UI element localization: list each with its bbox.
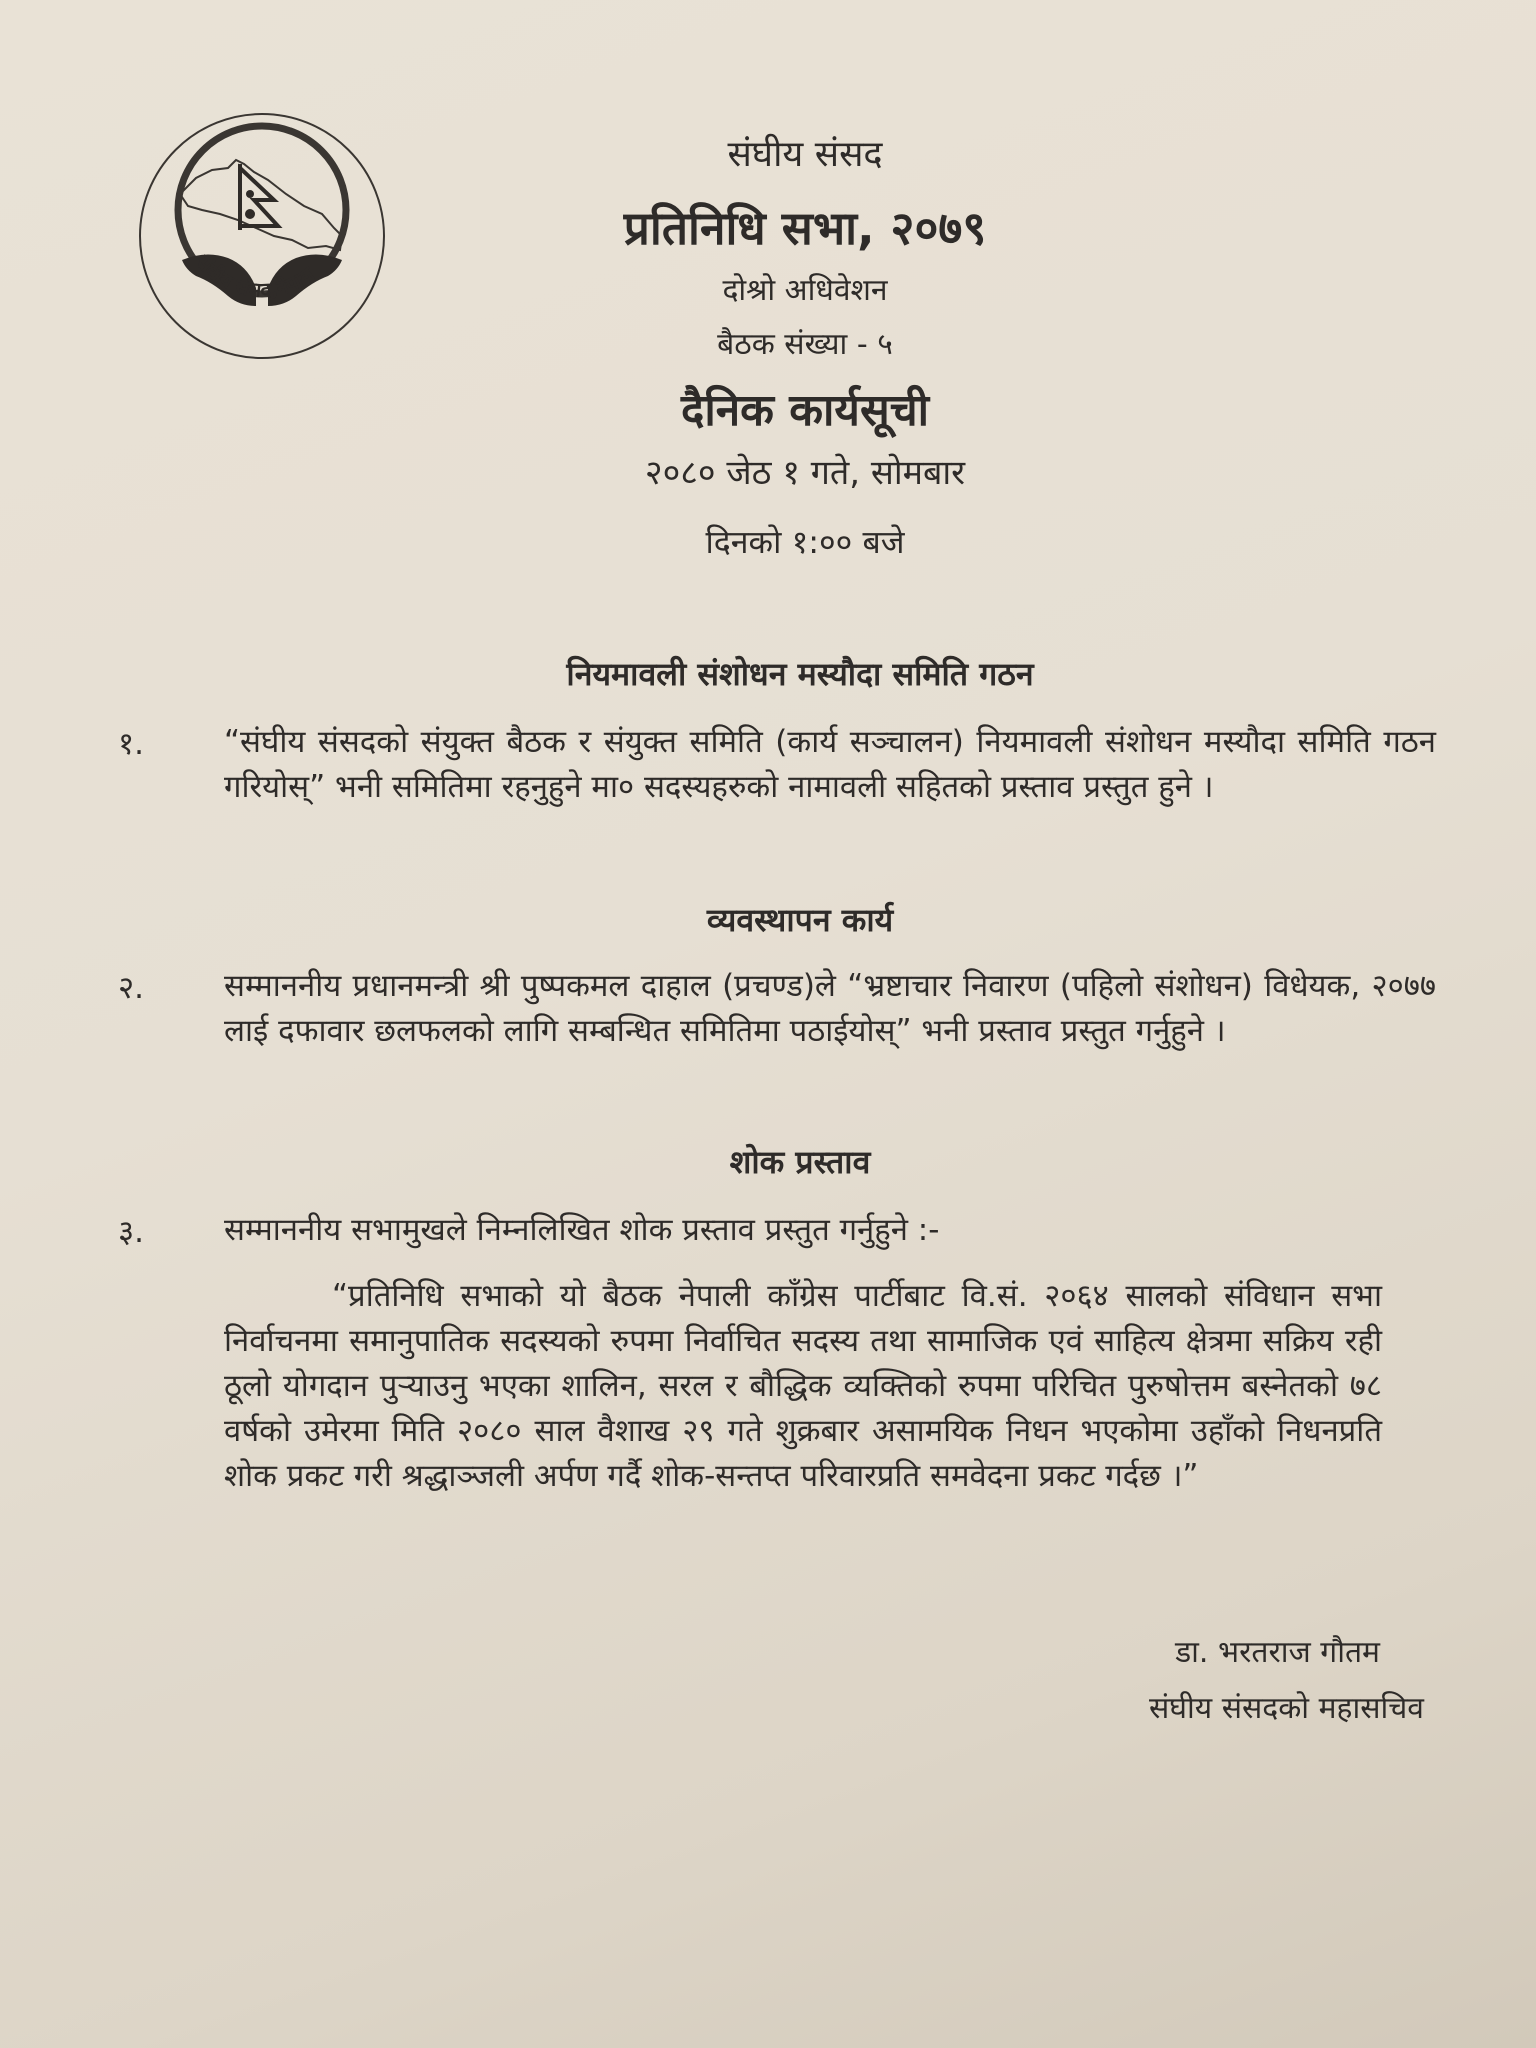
session-label: दोश्रो अधिवेशन [722,273,888,308]
meeting-time: दिनको १:०० बजे [705,523,905,561]
agenda-item-text: सम्माननीय सभामुखले निम्नलिखित शोक प्रस्ताव प्रस्तुत गर्नुहुने :- [224,1212,940,1248]
signatory-title: संघीय संसदको महासचिव [1149,1691,1424,1726]
svg-text:संघीय संसद,नेपाल: संघीय संसद,नेपाल [191,250,319,302]
signatory-name: डा. भरतराज गौतम [1175,1635,1380,1670]
item-number: १. [118,726,144,762]
agenda-title: दैनिक कार्यसूची [680,385,930,436]
sitting-number: बैठक संख्या - ५ [717,327,893,362]
parliament-seal-logo [136,110,388,362]
section-heading-legislation: व्यवस्थापन कार्य [706,901,894,939]
agenda-item-text: “संघीय संसदको संयुक्त बैठक र संयुक्त समिति (कार्य सञ्चालन) नियमावली संशोधन मस्यौदा समिति गठन गरियोस्” भनी समितिमा रहनुहुने मा० सदस्यहरुको नामावली सहितको प्रस्ताव प्रस्तुत हुने । [224,724,1436,805]
house-title: प्रतिनिधि सभा, २०७९ [623,201,987,255]
parliament-name: संघीय संसद [727,134,883,175]
item-number: २. [118,970,144,1006]
section-heading-rules-committee: नियमावली संशोधन मस्यौदा समिति गठन [566,655,1034,693]
agenda-item-text: सम्माननीय प्रधानमन्त्री श्री पुष्पकमल दाहाल (प्रचण्ड)ले “भ्रष्टाचार निवारण (पहिलो संशोधन) विधेयक, २०७७ लाई दफावार छलफलको लागि सम्बन्धित समितिमा पठाईयोस्” भनी प्रस्ताव प्रस्तुत गर्नुहुने । [224,968,1436,1049]
item-number: ३. [118,1214,144,1250]
condolence-motion-quote: “प्रतिनिधि सभाको यो बैठक नेपाली काँग्रेस पार्टीबाट वि.सं. २०६४ सालको संविधान सभा निर्वाचनमा समानुपातिक सदस्यको रुपमा निर्वाचित सदस्य तथा सामाजिक एवं साहित्य क्षेत्रमा सक्रिय रही ठूलो योगदान पुऱ्याउनु भएका शालिन, सरल र बौद्धिक व्यक्तिको रुपमा परिचित पुरुषोत्तम बस्नेतको ७८ वर्षको उमेरमा मिति २०८० साल वैशाख २९ गते शुक्रबार असामयिक निधन भएकोमा उहाँको निधनप्रति शोक प्रकट गरी श्रद्धाञ्जली अर्पण गर्दै शोक-सन्तप्त परिवारप्रति समवेदना प्रकट गर्दछ ।” [224,1278,1382,1494]
section-heading-condolence: शोक प्रस्ताव [729,1143,871,1181]
meeting-date: २०८० जेठ १ गते, सोमबार [644,453,966,493]
